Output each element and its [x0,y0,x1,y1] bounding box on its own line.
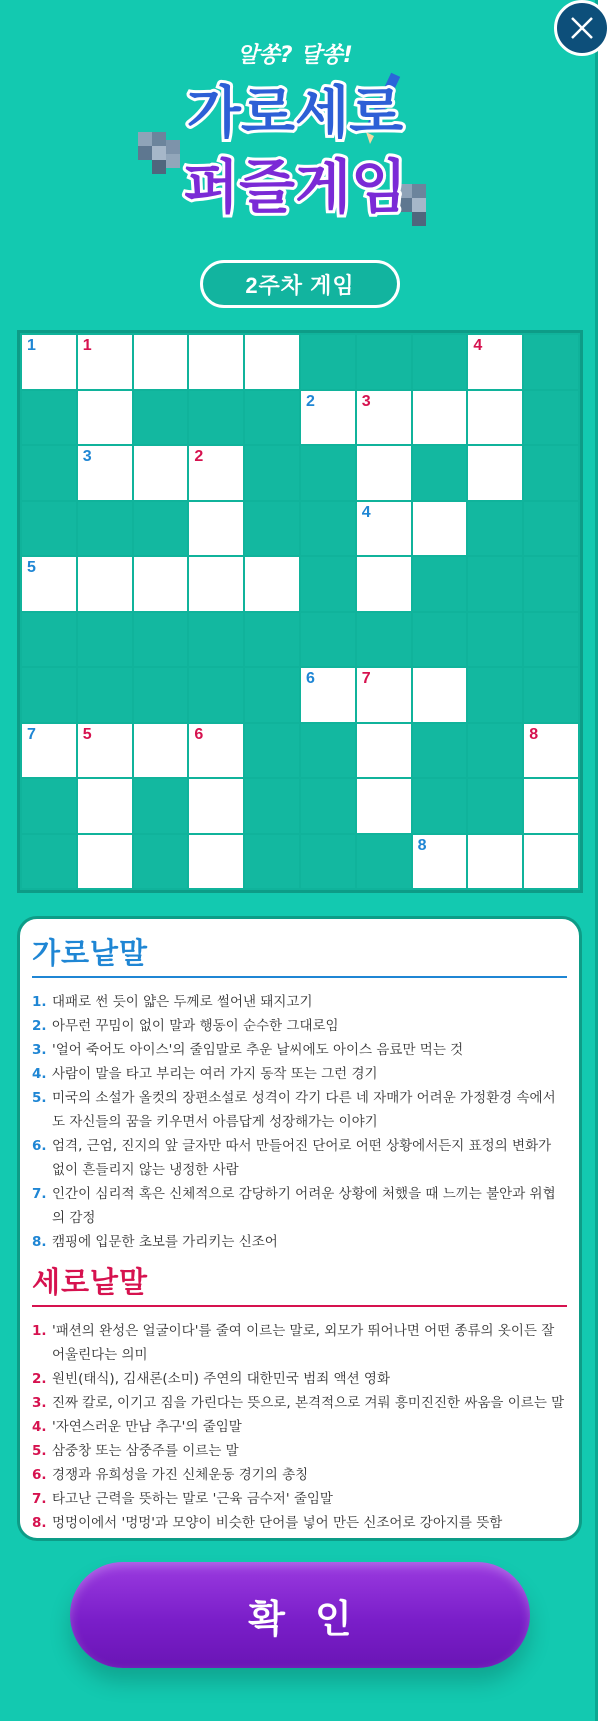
clue-text: '패션의 완성은 얼굴이다'를 줄여 이르는 말로, 외모가 뛰어나면 어떤 종류의 옷이든 잘 어울린다는 의미 [52,1323,555,1363]
grid-cell-blocked [301,724,355,778]
clue-number: 5. [32,1090,47,1106]
grid-cell-input[interactable] [301,668,355,722]
clue-number: 1. [32,1323,47,1339]
clue-number: 4. [32,1066,47,1082]
grid-cell-input[interactable] [413,391,467,445]
grid-cell-input[interactable] [78,391,132,445]
clue-number: 4. [32,1419,47,1435]
clue-text: 삼중창 또는 삼중주를 이르는 말 [52,1443,239,1459]
grid-cell-blocked [301,779,355,833]
grid-cell-input[interactable] [413,668,467,722]
clue-text: 타고난 근력을 뜻하는 말로 '근육 금수저' 줄임말 [52,1491,333,1507]
clue-item [32,1086,567,1134]
clue-item [32,1463,567,1487]
grid-cell-input[interactable] [22,724,76,778]
clue-item [32,1415,567,1439]
clue-text: 아무런 꾸밈이 없이 말과 행동이 순수한 그대로임 [52,1018,339,1034]
grid-cell-input[interactable] [357,779,411,833]
grid-cell-blocked [524,668,578,722]
clue-number: 2. [32,1371,47,1387]
grid-cell-blocked [245,668,299,722]
grid-cell-input[interactable] [78,446,132,500]
grid-cell-blocked [22,835,76,889]
grid-cell-blocked [468,613,522,667]
grid-cell-blocked [134,668,188,722]
grid-cell-blocked [134,779,188,833]
grid-cell-blocked [468,724,522,778]
grid-cell-input[interactable] [524,724,578,778]
clue-text: 엄격, 근엄, 진지의 앞 글자만 따서 만들어진 단어로 어떤 상황에서든지 표정의 변화가 없이 흔들리지 않는 냉정한 사람 [52,1138,552,1178]
clue-text: 캠핑에 입문한 초보를 가리키는 신조어 [52,1234,278,1250]
grid-cell-blocked [301,446,355,500]
grid-cell-input[interactable] [78,557,132,611]
clue-item [32,1319,567,1367]
clue-number: 8. [32,1234,47,1250]
grid-cell-blocked [78,613,132,667]
down-clues-title: 세로낱말 [32,1260,567,1307]
clue-item [32,990,567,1014]
across-clue-number: 7 [27,725,36,743]
grid-cell-blocked [22,391,76,445]
clue-text: 인간이 심리적 혹은 신체적으로 감당하기 어려운 상황에 처했을 때 느끼는 불안과 위협의 감정 [52,1186,556,1226]
grid-cell-blocked [22,446,76,500]
grid-cell-blocked [357,335,411,389]
grid-cell-blocked [301,557,355,611]
grid-cell-input[interactable] [134,446,188,500]
logo-line1: 가로세로 [186,81,404,146]
grid-cell-blocked [245,446,299,500]
grid-cell-input[interactable] [78,779,132,833]
grid-cell-blocked [524,557,578,611]
grid-cell-input[interactable] [78,835,132,889]
across-clues-title: 가로낱말 [32,931,567,978]
grid-cell-input[interactable] [189,446,243,500]
grid-cell-blocked [413,557,467,611]
grid-cell-blocked [189,668,243,722]
grid-cell-blocked [134,391,188,445]
clue-text: 경쟁과 유희성을 가진 신체운동 경기의 총칭 [52,1467,309,1483]
grid-cell-blocked [245,391,299,445]
grid-cell-blocked [245,613,299,667]
grid-cell-blocked [468,502,522,556]
across-clue-number: 8 [417,836,427,854]
grid-cell-blocked [468,557,522,611]
grid-cell-input[interactable] [357,502,411,556]
clue-item [32,1391,567,1415]
grid-cell-input[interactable] [134,335,188,389]
down-clue-number: 1 [82,337,92,354]
grid-cell-input[interactable] [357,391,411,445]
across-clue-number: 1 [27,337,36,354]
grid-cell-blocked [134,502,188,556]
grid-cell-blocked [524,502,578,556]
clue-item [32,1014,567,1038]
grid-cell-blocked [468,779,522,833]
grid-cell-input[interactable] [189,779,243,833]
down-clue-number: 8 [529,725,539,743]
logo-line2: 퍼즐게임 [182,153,408,221]
grid-cell-blocked [413,335,467,389]
clue-number: 7. [32,1491,47,1507]
grid-cell-input[interactable] [468,335,522,389]
clue-item [32,1511,567,1535]
down-clue-number: 4 [473,337,483,354]
clue-item [32,1062,567,1086]
grid-cell-input[interactable] [189,557,243,611]
grid-cell-blocked [22,502,76,556]
grid-cell-blocked [22,613,76,667]
grid-cell-input[interactable] [301,391,355,445]
grid-cell-blocked [22,668,76,722]
grid-cell-blocked [301,335,355,389]
grid-cell-blocked [245,502,299,556]
grid-cell-blocked [134,613,188,667]
grid-cell-blocked [413,779,467,833]
grid-cell-blocked [78,502,132,556]
clue-item [32,1367,567,1391]
grid-cell-blocked [301,502,355,556]
grid-cell-blocked [134,835,188,889]
across-clue-number: 5 [27,559,36,576]
grid-cell-blocked [245,779,299,833]
grid-cell-input[interactable] [357,724,411,778]
clue-text: 사람이 말을 타고 부리는 여러 가지 동작 또는 그런 경기 [52,1066,378,1082]
grid-cell-input[interactable] [468,391,522,445]
across-clue-number: 3 [82,448,92,465]
pixel-block-decoration-left [138,132,180,174]
grid-cell-blocked [245,724,299,778]
clue-item [32,1487,567,1511]
clue-number: 6. [32,1467,47,1483]
grid-cell-blocked [524,446,578,500]
across-clue-number: 2 [305,392,315,410]
down-clue-number: 3 [361,392,371,410]
grid-cell-blocked [357,835,411,889]
down-clue-number: 5 [82,725,92,743]
clue-item [32,1182,567,1230]
grid-cell-blocked [413,446,467,500]
clue-number: 6. [32,1138,47,1154]
clue-text: 멍멍이에서 '멍멍'과 모양이 비슷한 단어를 넣어 만든 신조어로 강아지를 뜻함 [52,1515,503,1531]
grid-cell-input[interactable] [189,335,243,389]
logo-art [130,32,460,242]
grid-cell-input[interactable] [78,335,132,389]
close-icon [569,15,595,41]
grid-cell-input[interactable] [78,724,132,778]
grid-cell-input[interactable] [468,446,522,500]
clue-number: 3. [32,1395,47,1411]
grid-cell-blocked [301,613,355,667]
clue-text: 대패로 썬 듯이 얇은 두께로 썰어낸 돼지고기 [52,994,313,1010]
grid-cell-input[interactable] [245,557,299,611]
grid-cell-blocked [357,613,411,667]
clue-text: 진짜 칼로, 이기고 짐을 가린다는 뜻으로, 본격적으로 겨뤄 흥미진진한 싸움을 이르는 말 [52,1395,565,1411]
clue-number: 1. [32,994,47,1010]
clue-text: '얼어 죽어도 아이스'의 줄임말로 추운 날씨에도 아이스 음료만 먹는 것 [52,1042,464,1058]
grid-cell-blocked [245,835,299,889]
down-clue-list [32,1319,567,1535]
clue-item [32,1038,567,1062]
down-clue-number: 2 [194,448,204,465]
confirm-button-label: 확인 [248,1598,382,1641]
clue-item [32,1439,567,1463]
clue-text: 미국의 소설가 올컷의 장편소설로 성격이 각기 다른 네 자매가 어려운 가정환경 속에서도 자신들의 꿈을 키우면서 아름답게 성장해가는 이야기 [52,1090,556,1130]
grid-cell-input[interactable] [189,724,243,778]
grid-cell-input[interactable] [413,502,467,556]
grid-cell-input[interactable] [524,779,578,833]
grid-cell-input[interactable] [22,557,76,611]
grid-cell-input[interactable] [357,668,411,722]
grid-cell-input[interactable] [245,335,299,389]
grid-cell-blocked [524,391,578,445]
clue-number: 3. [32,1042,47,1058]
grid-cell-input[interactable] [189,835,243,889]
grid-cell-blocked [524,335,578,389]
clue-number: 2. [32,1018,47,1034]
crossword-grid [17,330,583,893]
grid-cell-input[interactable] [413,835,467,889]
across-clue-list [32,990,567,1254]
grid-cell-blocked [189,613,243,667]
grid-cell-blocked [78,668,132,722]
grid-cell-input[interactable] [134,557,188,611]
grid-cell-input[interactable] [22,335,76,389]
grid-cell-input[interactable] [134,724,188,778]
grid-cell-blocked [468,668,522,722]
week-badge: 2주차 게임 [200,260,400,308]
grid-cell-input[interactable] [357,557,411,611]
logo-slogan: 알쏭? 달쏭! [237,43,353,68]
grid-cell-input[interactable] [357,446,411,500]
clue-box [17,916,582,1541]
down-clue-number: 6 [194,725,204,743]
across-clue-number: 4 [361,503,371,521]
confirm-button[interactable] [70,1562,530,1668]
grid-cell-blocked [22,779,76,833]
grid-cell-input[interactable] [524,835,578,889]
clue-number: 8. [32,1515,47,1531]
grid-cell-blocked [413,613,467,667]
close-button[interactable] [554,0,610,56]
clue-item [32,1230,567,1254]
grid-cell-blocked [189,391,243,445]
grid-cell-blocked [524,613,578,667]
clue-text: '자연스러운 만남 추구'의 줄임말 [52,1419,242,1435]
clue-number: 5. [32,1443,47,1459]
grid-cell-blocked [301,835,355,889]
across-clue-number: 6 [305,670,315,687]
clue-number: 7. [32,1186,47,1202]
clue-text: 원빈(태식), 김새론(소미) 주연의 대한민국 범죄 액션 영화 [52,1371,391,1387]
clue-item [32,1134,567,1182]
puzzle-logo [130,32,460,242]
grid-cell-blocked [413,724,467,778]
down-clue-number: 7 [361,670,371,687]
grid-cell-input[interactable] [189,502,243,556]
grid-cell-input[interactable] [468,835,522,889]
